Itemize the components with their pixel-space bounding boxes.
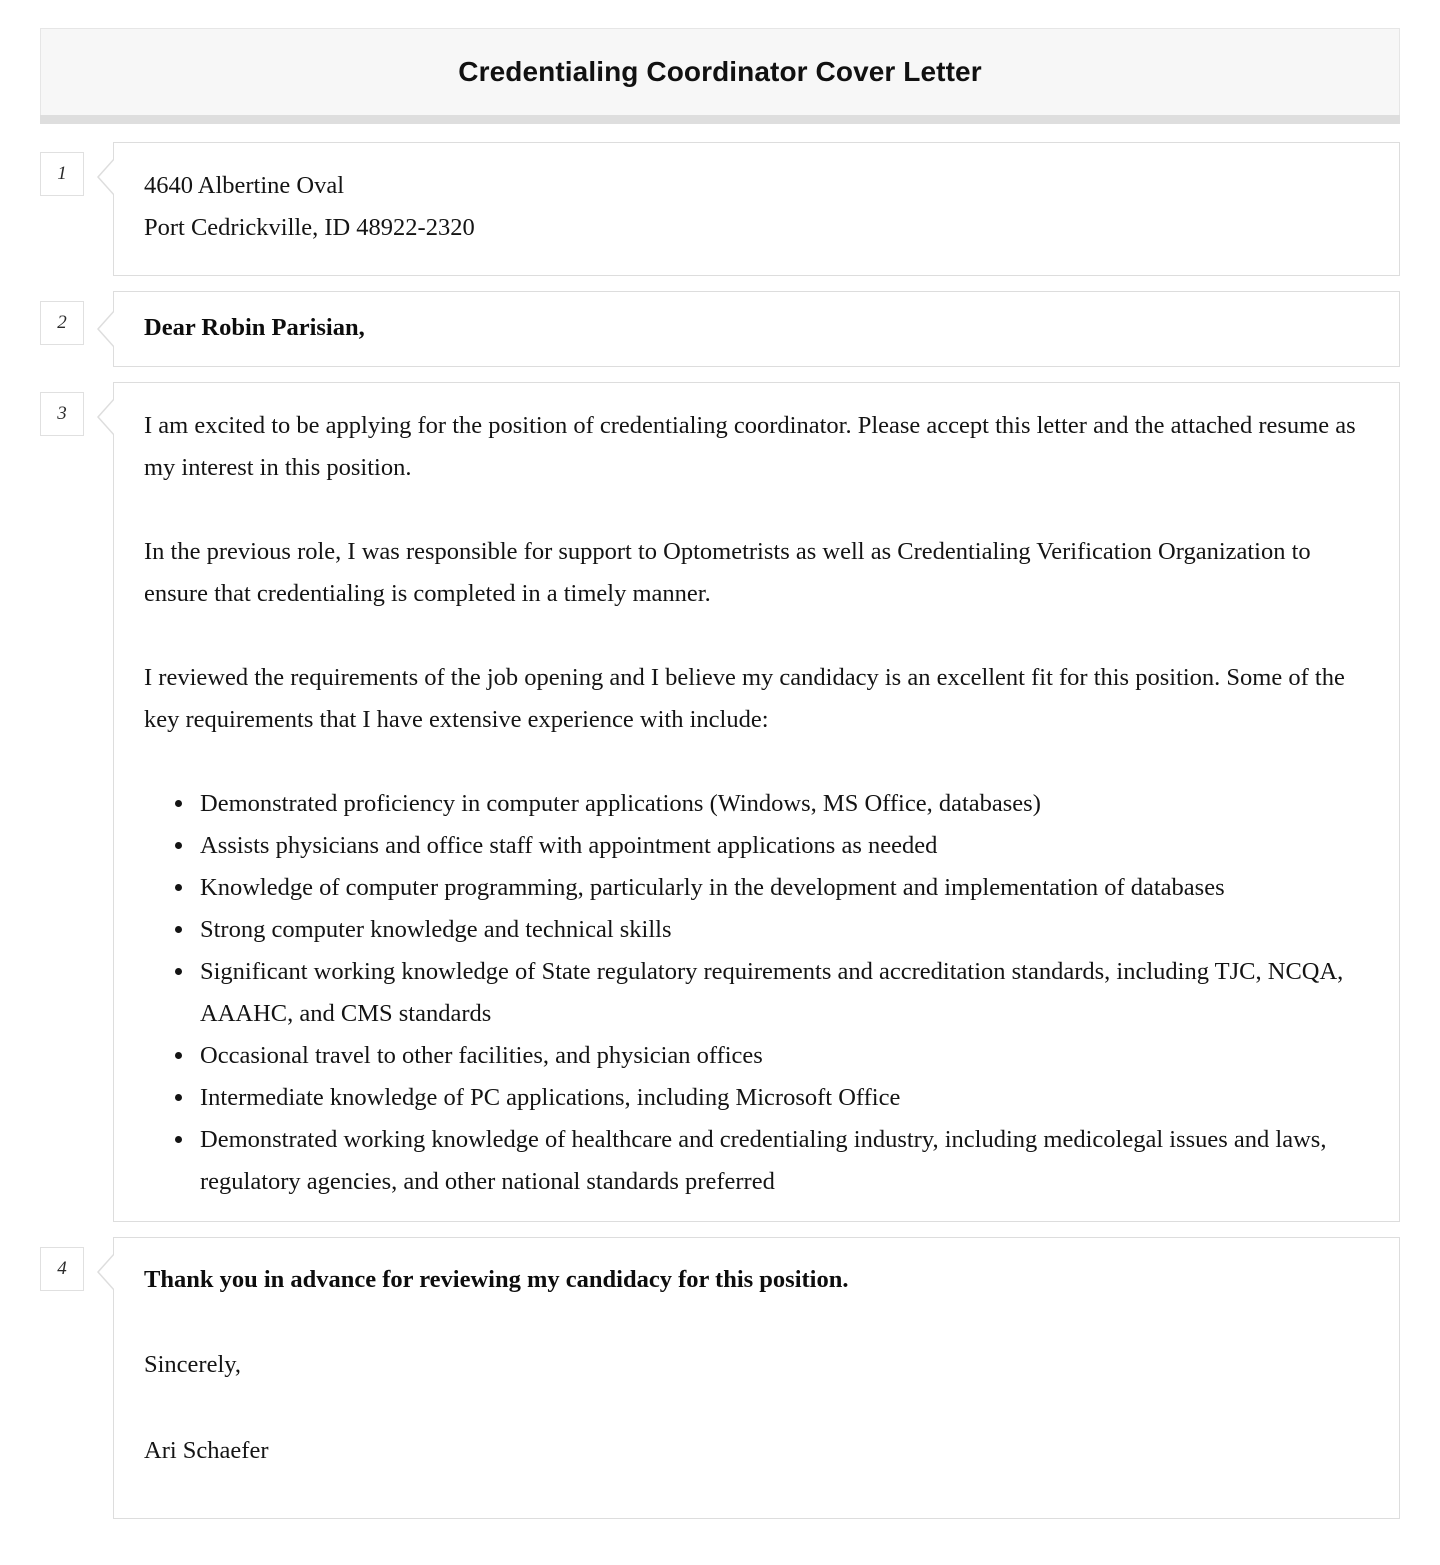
requirements-list — [144, 783, 1369, 1203]
list-item: • Intermediate knowledge of PC applications, including Microsoft Office — [196, 1077, 1369, 1119]
block-row-3 — [40, 382, 1400, 1222]
block-marker-1[interactable]: 1 — [40, 152, 84, 196]
document-header-bar — [40, 28, 1400, 115]
header-underline — [40, 115, 1400, 124]
list-item: • Demonstrated working knowledge of healthcare and credentialing industry, including medicolegal issues and laws, regulatory agencies, and other national standards preferred — [196, 1119, 1369, 1203]
sender-name-text: Ari Schaefer — [144, 1437, 269, 1464]
document-header — [40, 28, 1400, 124]
body-paragraph-3: I reviewed the requirements of the job opening and I believe my candidacy is an excellent fit for this position. Some of the key requirements that I have extensive experience with include: — [144, 664, 1345, 733]
sign-off-text: Sincerely, — [144, 1351, 242, 1378]
sender-address-block[interactable] — [113, 142, 1400, 276]
block-row-4 — [40, 1237, 1400, 1519]
salutation-text: Dear Robin Parisian, — [144, 314, 365, 341]
closing-block[interactable] — [113, 1237, 1400, 1519]
thank-you-text: Thank you in advance for reviewing my candidacy for this position. — [144, 1266, 849, 1293]
list-item: • Demonstrated proficiency in computer applications (Windows, MS Office, databases) — [196, 783, 1369, 825]
salutation-block[interactable] — [113, 291, 1400, 367]
list-item: • Assists physicians and office staff with appointment applications as needed — [196, 825, 1369, 867]
list-item: • Significant working knowledge of State regulatory requirements and accreditation standards, including TJC, NCQA, AAAHC, and CMS standards — [196, 951, 1369, 1035]
list-item: • Occasional travel to other facilities, and physician offices — [196, 1035, 1369, 1077]
body-paragraph-1: I am excited to be applying for the position of credentialing coordinator. Please accept this letter and the attached resume as my interest in this position. — [144, 412, 1356, 481]
block-marker-4[interactable]: 4 — [40, 1247, 84, 1291]
annotated-blocks-container — [40, 142, 1400, 1519]
page-title: Credentialing Coordinator Cover Letter — [458, 56, 982, 87]
list-item: • Strong computer knowledge and technical skills — [196, 909, 1369, 951]
letter-body-block[interactable] — [113, 382, 1400, 1222]
block-row-1 — [40, 142, 1400, 276]
block-marker-3[interactable]: 3 — [40, 392, 84, 436]
address-line-city-state-zip: Port Cedrickville, ID 48922-2320 — [144, 214, 475, 241]
body-paragraph-2: In the previous role, I was responsible for support to Optometrists as well as Credentialing Verification Organization to ensure that credentialing is completed in a timely manner. — [144, 538, 1311, 607]
address-line-street: 4640 Albertine Oval — [144, 172, 345, 199]
list-item: • Knowledge of computer programming, particularly in the development and implementation of databases — [196, 867, 1369, 909]
block-marker-2[interactable]: 2 — [40, 301, 84, 345]
block-row-2 — [40, 291, 1400, 367]
